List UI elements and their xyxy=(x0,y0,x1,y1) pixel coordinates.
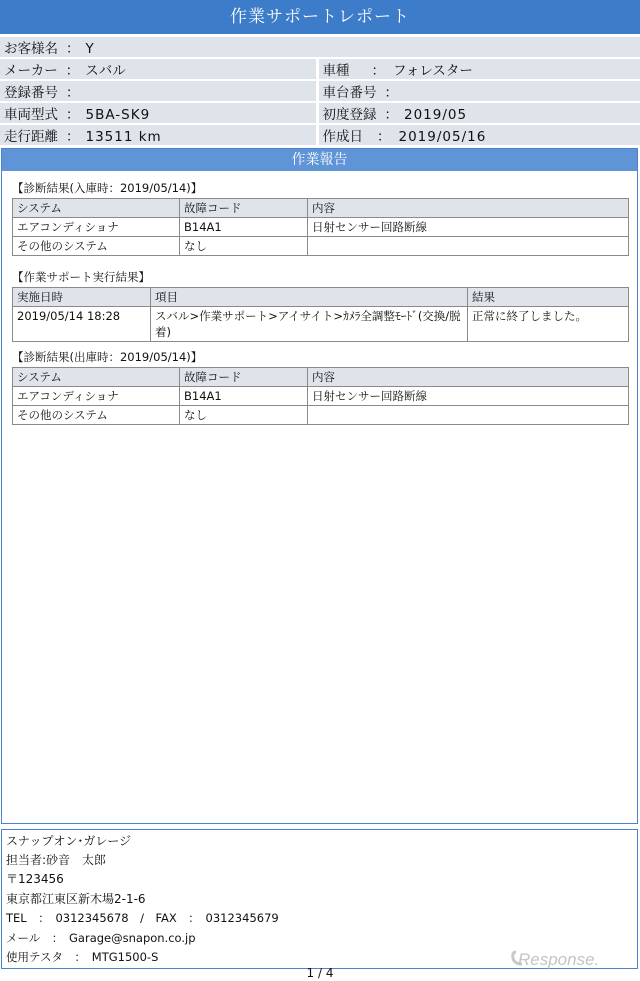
mileage-label: 走行距離 xyxy=(4,129,58,145)
diag-out-title: 【診断結果(出庫時：2019/05/14)】 xyxy=(12,350,203,364)
colon: ： xyxy=(66,41,80,57)
colon: ： xyxy=(377,129,391,145)
table-cell: 正常に終了しました。 xyxy=(468,307,629,342)
colon: ： xyxy=(65,63,80,79)
vehicle-info-table xyxy=(0,37,640,147)
work-report-panel xyxy=(1,148,638,824)
customer-value: Y xyxy=(85,41,94,57)
table-cell: 日射センサー回路断線 xyxy=(308,387,629,406)
header-cell: 結果 xyxy=(468,288,629,307)
customer-label: お客様名 xyxy=(4,41,58,57)
registration-label: 登録番号 xyxy=(4,85,58,101)
table-cell: エアコンディショナ xyxy=(13,218,180,237)
mileage-value: 13511 km xyxy=(85,129,162,145)
info-row-maker xyxy=(0,58,640,80)
maker-label: メーカー xyxy=(4,63,58,79)
created-cell xyxy=(317,124,640,146)
info-row-registration xyxy=(0,80,640,102)
table-header-row xyxy=(13,368,629,387)
colon: ： xyxy=(66,107,80,123)
table-cell: なし xyxy=(180,406,308,425)
table-header-row xyxy=(13,288,629,307)
mail: メール ： Garage@snapon.co.jp xyxy=(6,931,196,945)
table-row xyxy=(13,387,629,406)
vehicle-type-label: 車両型式 xyxy=(4,107,58,123)
colon: ： xyxy=(384,107,398,123)
table-cell: B14A1 xyxy=(180,387,308,406)
model-cell xyxy=(317,58,640,80)
colon: ： xyxy=(371,63,385,79)
shop-name: スナップオン･ガレージ xyxy=(6,834,132,848)
header-cell: システム xyxy=(13,368,180,387)
registration-cell xyxy=(0,80,317,102)
tel-fax: TEL ： 0312345678 / FAX ： 0312345679 xyxy=(6,911,279,925)
table-cell: その他のシステム xyxy=(13,406,180,425)
diag-out-table xyxy=(12,367,629,425)
header-cell: 故障コード xyxy=(180,199,308,218)
report-title: 作業サポートレポート xyxy=(0,0,640,34)
support-table xyxy=(12,287,629,342)
table-cell: 日射センサー回路断線 xyxy=(308,218,629,237)
header-cell: 内容 xyxy=(308,199,629,218)
table-cell xyxy=(308,237,629,256)
model-value: フォレスター xyxy=(393,63,473,79)
colon: ： xyxy=(66,85,80,101)
staff-name: 担当者:砂音 太郎 xyxy=(6,853,107,867)
maker-value: スバル xyxy=(85,63,126,79)
table-cell: なし xyxy=(180,237,308,256)
first-reg-value: 2019/05 xyxy=(404,107,468,123)
watermark-text: Response. xyxy=(518,950,600,969)
colon: ： xyxy=(66,129,80,145)
table-header-row xyxy=(13,199,629,218)
vehicle-type-cell xyxy=(0,102,317,124)
table-cell: その他のシステム xyxy=(13,237,180,256)
info-row-customer xyxy=(0,37,640,58)
info-row-mileage xyxy=(0,124,640,146)
header-cell: システム xyxy=(13,199,180,218)
first-reg-label: 初度登録 xyxy=(322,107,377,123)
table-cell: B14A1 xyxy=(180,218,308,237)
address: 東京都江東区新木場2-1-6 xyxy=(6,892,146,906)
table-row xyxy=(13,237,629,256)
header-cell: 故障コード xyxy=(180,368,308,387)
vehicle-type-value: 5BA-SK9 xyxy=(85,107,151,123)
chassis-label: 車台番号 xyxy=(322,85,377,101)
model-label: 車種 xyxy=(322,63,350,79)
tester: 使用テスタ ： MTG1500-S xyxy=(6,950,159,964)
customer-cell xyxy=(0,37,640,58)
diag-in-title: 【診断結果(入庫時：2019/05/14)】 xyxy=(12,181,203,195)
header-cell: 内容 xyxy=(308,368,629,387)
table-cell: スバル>作業サポート>アイサイト>ｶﾒﾗ全調整ﾓｰﾄﾞ(交換/脱着) xyxy=(151,307,468,342)
first-reg-cell xyxy=(317,102,640,124)
created-label: 作成日 xyxy=(322,129,363,145)
maker-cell xyxy=(0,58,317,80)
header-cell: 項目 xyxy=(151,288,468,307)
created-value: 2019/05/16 xyxy=(398,129,487,145)
support-title: 【作業サポート実行結果】 xyxy=(12,270,150,284)
table-cell: エアコンディショナ xyxy=(13,387,180,406)
work-report-title: 作業報告 xyxy=(2,149,637,171)
zip-code: 〒123456 xyxy=(6,872,64,886)
diag-in-table xyxy=(12,198,629,256)
table-cell: 2019/05/14 18:28 xyxy=(13,307,151,342)
colon: ： xyxy=(384,85,398,101)
mileage-cell xyxy=(0,124,317,146)
table-row xyxy=(13,307,629,342)
table-cell xyxy=(308,406,629,425)
chassis-cell xyxy=(317,80,640,102)
page-number: 1 / 4 xyxy=(306,966,334,980)
info-row-vehicle-type xyxy=(0,102,640,124)
header-cell: 実施日時 xyxy=(13,288,151,307)
table-row xyxy=(13,406,629,425)
table-row xyxy=(13,218,629,237)
